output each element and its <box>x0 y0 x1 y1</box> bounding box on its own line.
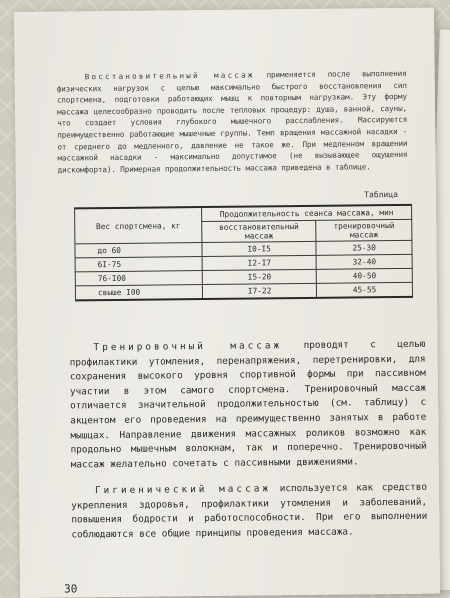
cell-weight: до 60 <box>75 243 202 258</box>
cell-restorative: I7-22 <box>202 283 317 299</box>
paragraph-restorative-massage <box>57 68 408 176</box>
massage-duration-table <box>74 204 413 302</box>
paragraph-lead: Тренировочный массаж <box>93 340 283 354</box>
header-training: тренировочный массаж <box>316 219 412 241</box>
cell-weight: свыше I00 <box>75 285 202 301</box>
paragraph-text: используется как средство укрепления здоровья, профилактики утомления и заболеваний, повышения бодрости и работоспособности. При его выполнении соблюдаются все общие принципы проведения массажа. <box>71 481 428 541</box>
cell-restorative: I5-20 <box>202 269 317 284</box>
header-duration: Продолжительность сеанса массажа, мин <box>202 205 412 222</box>
paragraph-lead: Гигиенический массаж <box>94 483 272 497</box>
cell-weight: 76-I00 <box>75 271 202 286</box>
paragraph-training-massage <box>69 338 426 473</box>
cell-training: 25-30 <box>316 240 412 255</box>
cell-restorative: I0-I5 <box>202 241 317 256</box>
cell-weight: 6I-75 <box>75 257 202 272</box>
cell-training: 45-55 <box>317 282 413 298</box>
paragraph-text: проводят с целью профилактики утомления, перенапряжения, перетренировки, для сохранения высокого уровня спортивной формы при пассивном участии в этом самого спортсмена. Тренировочный массаж отличается значительной продолжительностью (см. таблицу) с акцентом его проведения на преимущественно занятых в работе мышцах. Направление движения массажных роликов возможно как продольно мышечным волокнам, так и поперечно. Тренировочный массаж желательно сочетать с пассивными движениями. <box>69 338 427 471</box>
page-number: 30 <box>63 582 78 596</box>
cell-restorative: I2-I7 <box>202 255 317 270</box>
cell-training: 32-40 <box>316 254 412 269</box>
paragraph-lead: Восстановительный массаж <box>84 70 255 82</box>
header-weight: Вес спортсмена, кг <box>75 207 202 244</box>
table-caption: Таблица <box>364 189 398 200</box>
table-row <box>75 282 412 300</box>
header-restorative: восстановительный массаж <box>202 220 317 242</box>
paragraph-text: применяется после выполнения физических нагрузок с целью максимально быстрого восстановления сил спортсмена, подготовки работающих мышц к повторным нагрузкам. Эту форму массажа целесообразно проводить после тепловых процедур: душа, ванной, сауны, что создает условия глубокого мышечного расслабления. Массируются преимущественно работающие мышечные группы. Темп вращения массажной насадки - от среднего до медленного, давление не такое же. При медленном вращении массажной насадки - максимально допустимое (не вызывающее ощущения дискомфорта). Примерная продолжительность массажа приведена в таблице. <box>56 68 408 175</box>
paragraph-hygienic-massage <box>71 481 428 543</box>
book-page <box>14 8 440 598</box>
cell-training: 40-50 <box>317 268 413 283</box>
